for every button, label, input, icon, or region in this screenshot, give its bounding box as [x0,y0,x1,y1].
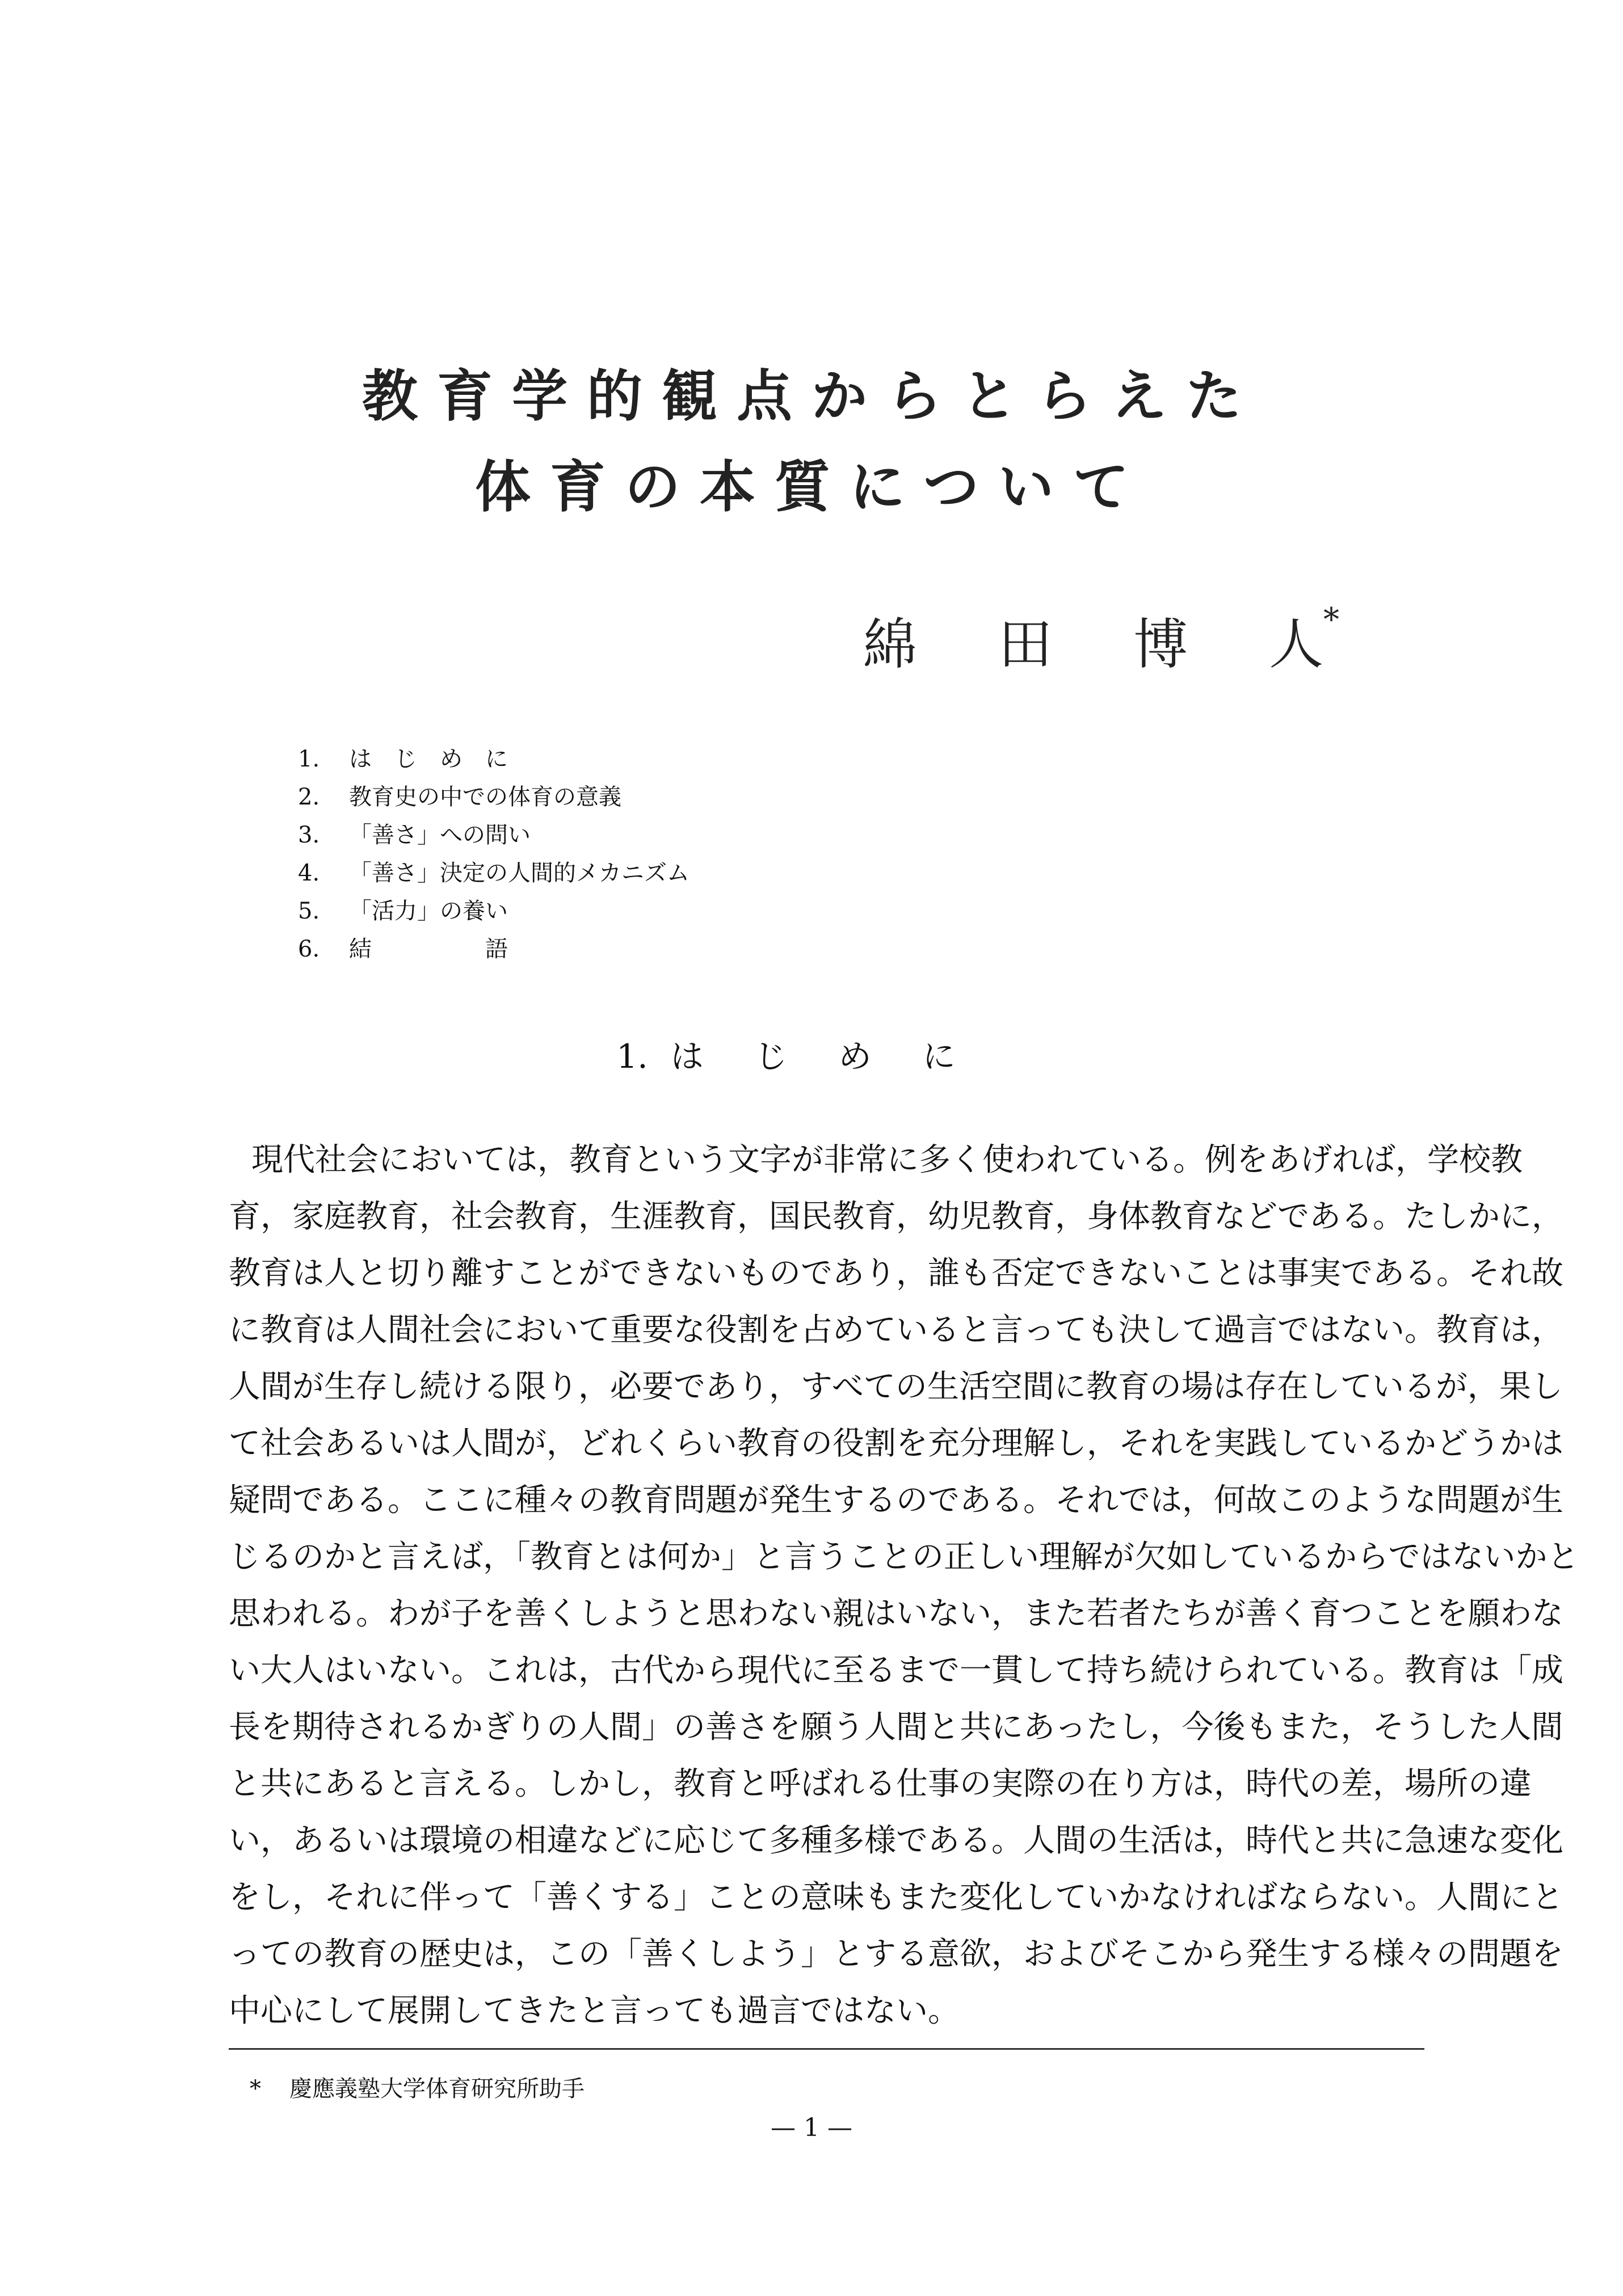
paper-title-line-2: 体育の本質について [474,454,1149,520]
section-number: 1. [616,1037,648,1076]
toc-number: 4. [298,860,320,886]
toc-label: 結 語 [349,936,508,962]
toc-number: 3. [298,822,320,848]
paper-title-line-1: 教育学的観点からとらえた [361,364,1261,429]
footnote [250,2071,585,2103]
toc-number: 5. [298,898,320,924]
author-name [863,601,1339,679]
toc-item [298,740,689,778]
toc-item [298,930,689,968]
body-text-line: をし，それに伴って「善くする」ことの意味もまた変化していかなければならない。人間にと [229,1879,1563,1916]
body-text-line: い大人はいない。これは，古代から現代に至るまで一貫して持ち続けられている。教育は「成 [229,1652,1563,1689]
section-title: はじめに [670,1037,1007,1076]
toc-item [298,854,689,892]
author-char: 人 [1268,613,1323,676]
toc-number: 6. [298,936,320,962]
body-text-line: に教育は人間社会において重要な役割を占めていると言っても決して過言ではない。教育は， [229,1312,1563,1349]
author-char: 綿 [863,613,917,676]
author-char: 田 [998,613,1053,676]
toc-label: 「活力」の養い [349,898,508,924]
toc-item [298,892,689,930]
footnote-mark: * [250,2076,261,2102]
toc-number: 1. [298,746,320,772]
toc-label: は じ め に [349,746,508,772]
author-footnote-mark: * [1323,601,1339,638]
footnote-text: 慶應義塾大学体育研究所助手 [289,2076,585,2102]
body-text-line: じるのかと言えば，「教育とは何か」と言うことの正しい理解が欠如しているからではないかと [229,1539,1579,1575]
body-text-line: 疑問である。ここに種々の教育問題が発生するのである。それでは，何故このような問題が生 [229,1482,1563,1519]
toc-item [298,816,689,854]
toc-number: 2. [298,784,320,810]
body-text-line: 人間が生存し続ける限り，必要であり，すべての生活空間に教育の場は存在しているが，果し [229,1368,1563,1405]
table-of-contents [298,740,689,968]
body-text-line: 教育は人と切り離すことができないものであり，誰も否定できないことは事実である。それ故 [229,1255,1563,1292]
body-text-line: 長を期待されるかぎりの人間」の善さを願う人間と共にあったし，今後もまた，そうした人間 [229,1709,1563,1746]
body-text-line: 中心にして展開してきたと言っても過言ではない。 [229,1992,960,2029]
body-text-line: 育，家庭教育，社会教育，生涯教育，国民教育，幼児教育，身体教育などである。たしかに， [229,1198,1563,1235]
toc-label: 教育史の中での体育の意義 [349,784,621,810]
body-paragraph [229,1132,1579,2040]
body-text-line: い，あるいは環境の相違などに応じて多種多様である。人間の生活は，時代と共に急速な変化 [229,1822,1563,1859]
author-char: 博 [1133,613,1188,676]
body-text-line: て社会あるいは人間が，どれくらい教育の役割を充分理解し，それを実践しているかどうかは [229,1425,1563,1462]
footnote-divider [229,2048,1424,2050]
body-text-line: と共にあると言える。しかし，教育と呼ばれる仕事の実際の在り方は，時代の差，場所の違 [229,1766,1532,1802]
page-number: — 1 — [771,2113,852,2142]
section-heading [0,1030,1623,1077]
body-text-line: 思われる。わが子を善くしようと思わない親はいない，また若者たちが善く育つことを願わな [229,1595,1563,1632]
toc-label: 「善さ」決定の人間的メカニズム [349,860,689,886]
toc-label: 「善さ」への問い [349,822,531,848]
body-text-line: っての教育の歴史は，この「善くしよう」とする意欲，およびそこから発生する様々の問題を [229,1936,1563,1973]
body-text-line: 現代社会においては，教育という文字が非常に多く使われている。例をあげれば，学校教 [251,1141,1523,1178]
toc-item [298,778,689,816]
